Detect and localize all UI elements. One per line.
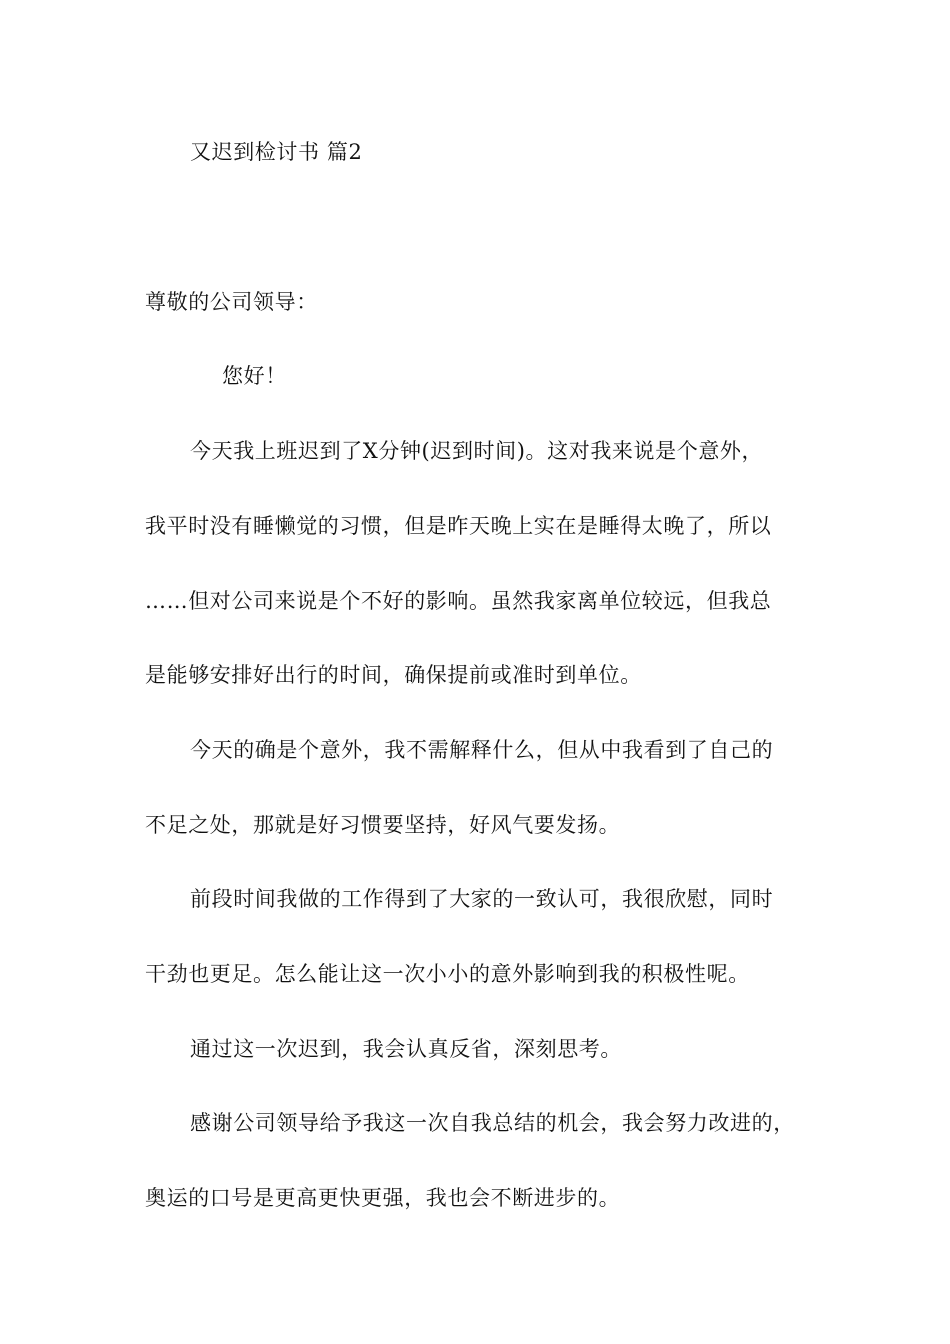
paragraph-1-line-3: ……但对公司来说是个不好的影响。虽然我家离单位较远，但我总 [145,589,772,613]
paragraph-5-line-1: 感谢公司领导给予我这一次自我总结的机会，我会努力改进的， [190,1111,795,1135]
greeting: 您好！ [222,364,287,388]
document-title: 又迟到检讨书 篇2 [190,140,363,164]
salutation: 尊敬的公司领导： [145,290,318,314]
paragraph-3-line-1: 前段时间我做的工作得到了大家的一致认可，我很欣慰，同时 [190,887,774,911]
paragraph-1-line-2: 我平时没有睡懒觉的习惯，但是昨天晚上实在是睡得太晚了，所以 [145,514,772,538]
paragraph-5-line-2: 奥运的口号是更高更快更强，我也会不断进步的。 [145,1186,621,1210]
paragraph-1-line-4: 是能够安排好出行的时间，确保提前或准时到单位。 [145,663,642,687]
paragraph-2-line-2: 不足之处，那就是好习惯要坚持，好风气要发扬。 [145,813,621,837]
paragraph-4-line-1: 通过这一次迟到，我会认真反省，深刻思考。 [190,1037,622,1061]
paragraph-3-line-2: 干劲也更足。怎么能让这一次小小的意外影响到我的积极性呢。 [145,962,750,986]
paragraph-1-line-1: 今天我上班迟到了X分钟(迟到时间)。这对我来说是个意外， [190,439,764,463]
paragraph-2-line-1: 今天的确是个意外，我不需解释什么，但从中我看到了自己的 [190,738,774,762]
